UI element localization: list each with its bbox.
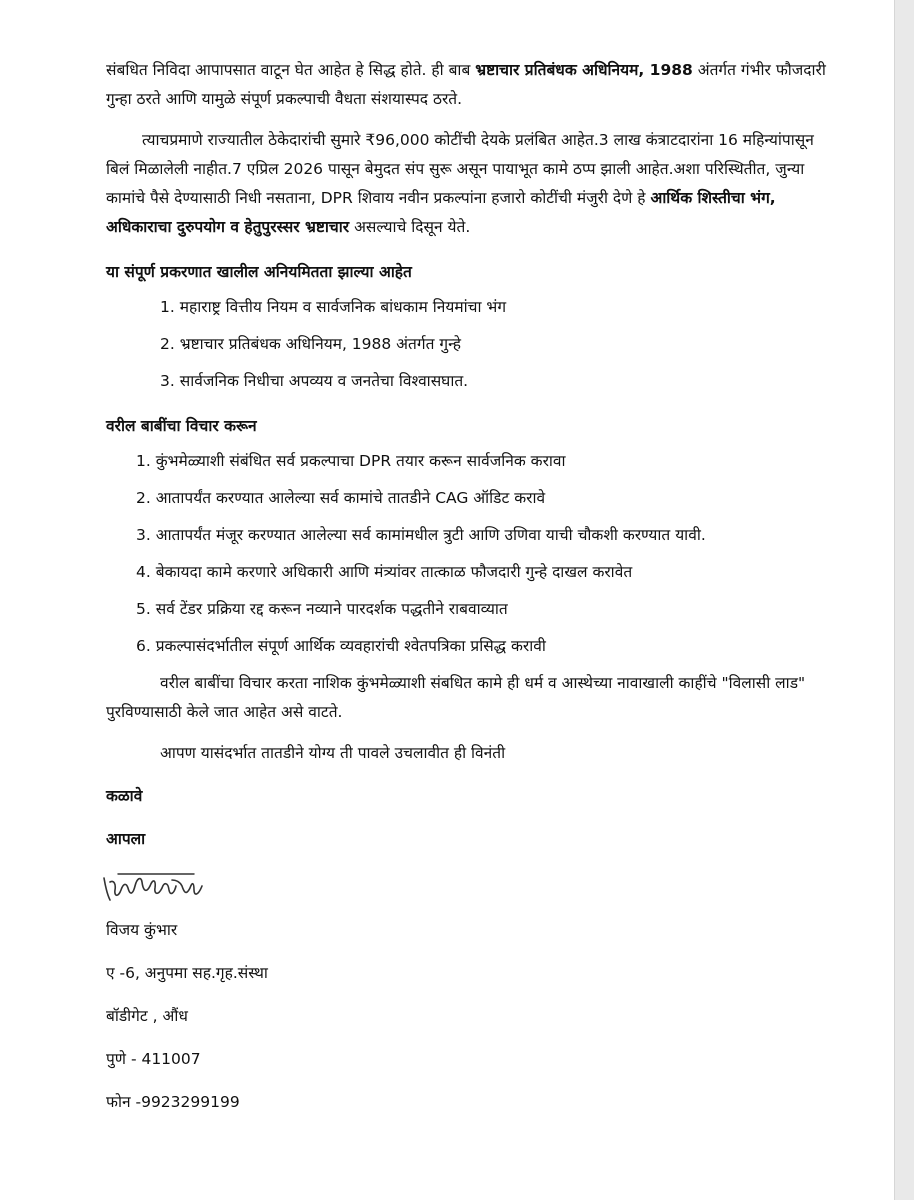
closing-aapla: आपला — [106, 830, 146, 848]
sender-phone: फोन -9923299199 — [106, 1093, 240, 1111]
para2-bold-text: आर्थिक शिस्तीचा भंग, अधिकाराचा दुरुपयोग व हेतुपुरस्सर भ्रष्टाचार — [106, 189, 776, 236]
list-item: 2. आतापर्यंत करण्यात आलेल्या सर्व कामांचे तातडीने CAG ऑडिट करावे — [136, 489, 546, 507]
para1-text: संबधित निविदा आपापसात वाटून घेत आहेत हे सिद्ध होते. ही बाब — [106, 61, 476, 79]
list-item: 3. आतापर्यंत मंजूर करण्यात आलेल्या सर्व कामांमधील त्रुटी आणि उणिवा याची चौकशी करण्यात यावी. — [136, 526, 706, 544]
para1-text-end: अंतर्गत गंभीर फौजदारी गुन्हा ठरते आणि यामुळे संपूर्ण प्रकल्पाची वैधता संशयास्पद ठरते. — [106, 61, 826, 108]
irregularities-list — [106, 293, 834, 396]
signature — [98, 860, 834, 910]
para1-bold-text: भ्रष्टाचार प्रतिबंधक अधिनियम, 1988 — [475, 61, 693, 79]
signature-icon — [98, 860, 208, 910]
para2-text: त्याचप्रमाणे राज्यातील ठेकेदारांची सुमारे ₹96,000 कोटींची देयके प्रलंबित आहेत.3 लाख कंत्राटदारांना 16 महिन्यांपासून बिलं मिळालेली नाहीत.7 एप्रिल 2026 पासून बेमुदत संप सुरू असून पायाभूत कामे ठप्प झाली आहेत.अशा परिस्थितीत, जुन्या कामांचे पैसे देण्यासाठी निधी नसताना, DPR शिवाय नवीन प्रकल्पांना हजारो कोटींची मंजुरी देणे हे — [106, 131, 814, 207]
sender-address — [106, 916, 834, 1117]
list-item: 4. बेकायदा कामे करणारे अधिकारी आणि मंत्र्यांवर तात्काळ फौजदारी गुन्हे दाखल करावेत — [136, 563, 633, 581]
paragraph-3: वरील बाबींचा विचार करता नाशिक कुंभमेळ्याशी संबधित कामे ही धर्म व आस्थेच्या नावाखाली काहींचे "विलासी लाड" पुरविण्यासाठी केले जात आहेत असे वाटते. — [106, 674, 806, 721]
page-edge — [894, 0, 914, 1200]
list-item: 6. प्रकल्पासंदर्भातील संपूर्ण आर्थिक व्यवहारांची श्वेतपत्रिका प्रसिद्ध करावी — [136, 637, 546, 655]
address-city: पुणे - 411007 — [106, 1050, 201, 1068]
list-item: 5. सर्व टेंडर प्रक्रिया रद्द करून नव्याने पारदर्शक पद्धतीने राबवाव्यात — [136, 600, 508, 618]
paragraph-2 — [106, 126, 834, 242]
list-item: 1. महाराष्ट्र वित्तीय नियम व सार्वजनिक बांधकाम नियमांचा भंग — [160, 298, 507, 316]
address-line-2: बॉडीगेट , औंध — [106, 1007, 188, 1025]
list-item: 1. कुंभमेळ्याशी संबंधित सर्व प्रकल्पाचा DPR तयार करून सार्वजनिक करावा — [136, 452, 566, 470]
list-item: 2. भ्रष्टाचार प्रतिबंधक अधिनियम, 1988 अंतर्गत गुन्हे — [160, 335, 461, 353]
para2-text-end: असल्याचे दिसून येते. — [349, 218, 471, 236]
address-line-1: ए -6, अनुपमा सह.गृह.संस्था — [106, 964, 268, 982]
closing-kalave: कळावे — [106, 787, 143, 805]
demands-list — [106, 447, 834, 661]
paragraph-4: आपण यासंदर्भात तातडीने योग्य ती पावले उचलावीत ही विनंती — [160, 744, 506, 762]
list-item: 3. सार्वजनिक निधीचा अपव्यय व जनतेचा विश्वासघात. — [160, 372, 469, 390]
demands-heading: वरील बाबींचा विचार करून — [106, 417, 257, 435]
paragraph-1 — [106, 56, 834, 114]
sender-name: विजय कुंभार — [106, 921, 178, 939]
irregularities-heading: या संपूर्ण प्रकरणात खालील अनियमितता झाल्या आहेत — [106, 263, 412, 281]
